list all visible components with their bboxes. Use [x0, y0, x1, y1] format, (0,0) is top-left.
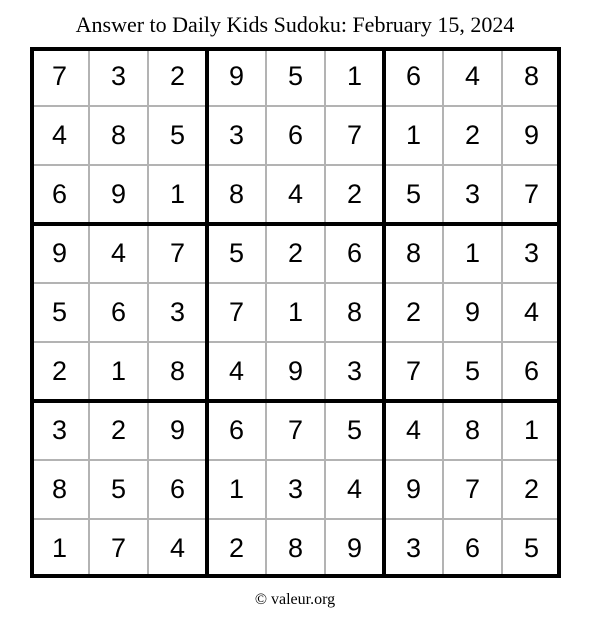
- sudoku-cell: 3: [287, 474, 304, 504]
- sudoku-cell: 3: [405, 533, 422, 563]
- page-title: Answer to Daily Kids Sudoku: February 15, 2024: [75, 12, 515, 37]
- sudoku-cell: 5: [523, 533, 540, 563]
- sudoku-cell: 9: [110, 179, 127, 209]
- sudoku-cell: 2: [346, 179, 363, 209]
- sudoku-cell: 1: [346, 61, 363, 91]
- sudoku-cell: 1: [169, 179, 186, 209]
- sudoku-cell: 5: [110, 474, 127, 504]
- sudoku-cell: 2: [405, 297, 422, 327]
- sudoku-cell: 7: [464, 474, 481, 504]
- sudoku-cell: 5: [346, 415, 363, 445]
- sudoku-cell: 3: [464, 179, 481, 209]
- sudoku-cell: 2: [51, 356, 68, 386]
- sudoku-cell: 9: [169, 415, 186, 445]
- copyright-footer: © valeur.org: [254, 591, 336, 608]
- sudoku-cell: 2: [464, 120, 481, 150]
- sudoku-cell: 1: [110, 356, 127, 386]
- sudoku-cell: 8: [464, 415, 481, 445]
- sudoku-cell: 4: [346, 474, 363, 504]
- sudoku-cell: 7: [405, 356, 422, 386]
- sudoku-cell: 4: [523, 297, 540, 327]
- sudoku-cell: 5: [51, 297, 68, 327]
- sudoku-cell: 6: [228, 415, 245, 445]
- sudoku-cell: 5: [405, 179, 422, 209]
- sudoku-cell: 2: [169, 61, 186, 91]
- sudoku-cell: 3: [169, 297, 186, 327]
- sudoku-cell: 8: [346, 297, 363, 327]
- sudoku-cell: 4: [110, 238, 127, 268]
- sudoku-cell: 4: [464, 61, 481, 91]
- sudoku-cell: 7: [346, 120, 363, 150]
- sudoku-cell: 8: [405, 238, 422, 268]
- sudoku-cell: 2: [523, 474, 540, 504]
- sudoku-cell: 1: [51, 533, 68, 563]
- sudoku-cell: 3: [346, 356, 363, 386]
- sudoku-cell: 2: [228, 533, 245, 563]
- sudoku-cell: 6: [523, 356, 540, 386]
- sudoku-cell: 1: [523, 415, 540, 445]
- sudoku-cell: 9: [405, 474, 422, 504]
- sudoku-cell: 9: [346, 533, 363, 563]
- sudoku-cell: 5: [228, 238, 245, 268]
- sudoku-cell: 9: [464, 297, 481, 327]
- sudoku-cell: 4: [228, 356, 245, 386]
- sudoku-cell: 8: [523, 61, 540, 91]
- sudoku-cell: 7: [523, 179, 540, 209]
- sudoku-board: [30, 47, 561, 578]
- sudoku-cell: 6: [405, 61, 422, 91]
- sudoku-cell: 8: [110, 120, 127, 150]
- sudoku-cell: 5: [464, 356, 481, 386]
- sudoku-cell: 9: [51, 238, 68, 268]
- sudoku-cell: 2: [110, 415, 127, 445]
- sudoku-cell: 5: [169, 120, 186, 150]
- sudoku-cell: 7: [110, 533, 127, 563]
- sudoku-cell: 1: [464, 238, 481, 268]
- sudoku-cell: 6: [464, 533, 481, 563]
- sudoku-cell: 4: [169, 533, 186, 563]
- sudoku-cell: 6: [169, 474, 186, 504]
- sudoku-cell: 1: [228, 474, 245, 504]
- sudoku-cell: 6: [110, 297, 127, 327]
- sudoku-cell: 3: [228, 120, 245, 150]
- sudoku-cell: 8: [287, 533, 304, 563]
- sudoku-cell: 3: [110, 61, 127, 91]
- sudoku-cell: 8: [228, 179, 245, 209]
- sudoku-cell: 3: [523, 238, 540, 268]
- sudoku-cell: 3: [51, 415, 68, 445]
- sudoku-cell: 7: [287, 415, 304, 445]
- sudoku-cell: 9: [287, 356, 304, 386]
- sudoku-cell: 8: [169, 356, 186, 386]
- sudoku-cell: 1: [405, 120, 422, 150]
- sudoku-cell: 9: [523, 120, 540, 150]
- sudoku-cell: 5: [287, 61, 304, 91]
- sudoku-cell: 6: [287, 120, 304, 150]
- sudoku-cell: 6: [51, 179, 68, 209]
- sudoku-cell: 1: [287, 297, 304, 327]
- sudoku-cell: 7: [51, 61, 68, 91]
- sudoku-cell: 6: [346, 238, 363, 268]
- sudoku-cell: 8: [51, 474, 68, 504]
- sudoku-cell: 2: [287, 238, 304, 268]
- sudoku-cell: 7: [228, 297, 245, 327]
- sudoku-cell: 4: [51, 120, 68, 150]
- sudoku-cell: 4: [405, 415, 422, 445]
- sudoku-cell: 9: [228, 61, 245, 91]
- sudoku-cell: 4: [287, 179, 304, 209]
- sudoku-cell: 7: [169, 238, 186, 268]
